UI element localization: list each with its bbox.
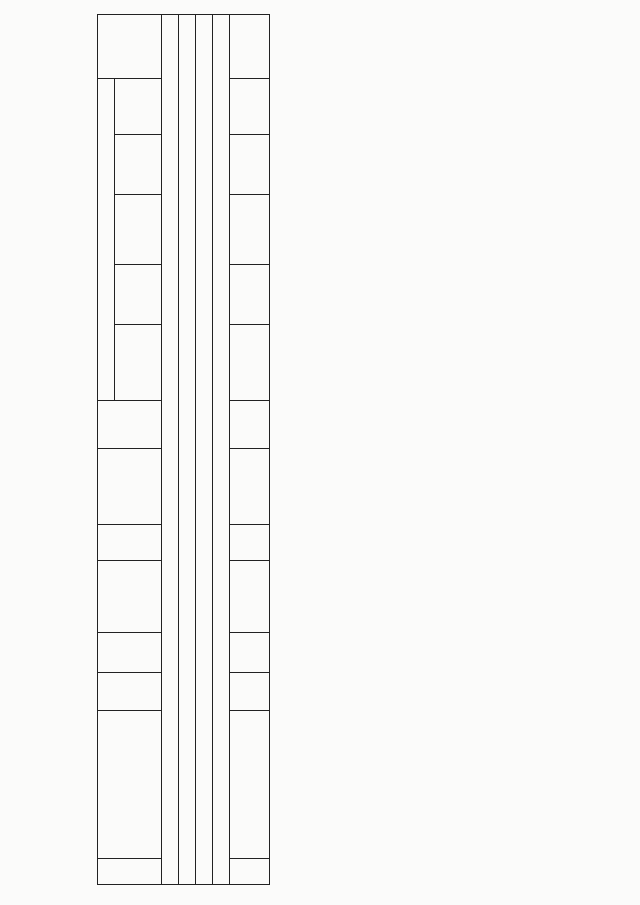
section-program bbox=[162, 15, 179, 885]
section-2-1-3 bbox=[213, 15, 230, 885]
item-result bbox=[230, 15, 270, 79]
item-period bbox=[230, 401, 270, 449]
item-federal bbox=[230, 265, 270, 325]
header-num bbox=[98, 859, 162, 885]
header-federal bbox=[115, 265, 162, 325]
header-construction-term bbox=[98, 561, 162, 633]
sections bbox=[162, 15, 270, 885]
item-regional bbox=[230, 195, 270, 265]
item-term bbox=[230, 561, 270, 633]
item-docs bbox=[230, 449, 270, 525]
item-num bbox=[230, 859, 270, 885]
item-local bbox=[230, 135, 270, 195]
header-total bbox=[115, 325, 162, 401]
header-ownership bbox=[98, 633, 162, 673]
item-row bbox=[230, 15, 270, 885]
item-ownership bbox=[230, 633, 270, 673]
header-result bbox=[98, 15, 162, 79]
item-total bbox=[230, 325, 270, 401]
rotated-content bbox=[97, 15, 637, 885]
header-funding bbox=[98, 79, 115, 401]
section-2-1 bbox=[196, 15, 213, 885]
header-local bbox=[115, 135, 162, 195]
header-power bbox=[98, 525, 162, 561]
section-subprogram bbox=[179, 15, 196, 885]
item-attracted bbox=[230, 79, 270, 135]
header-regional bbox=[115, 195, 162, 265]
item-name bbox=[230, 711, 270, 859]
item-grbs bbox=[230, 673, 270, 711]
header-design-docs bbox=[98, 449, 162, 525]
header-grbs bbox=[98, 673, 162, 711]
header-name bbox=[98, 711, 162, 859]
header-period bbox=[98, 401, 162, 449]
financing-table bbox=[97, 14, 270, 885]
item-power bbox=[230, 525, 270, 561]
header-attracted bbox=[115, 79, 162, 135]
